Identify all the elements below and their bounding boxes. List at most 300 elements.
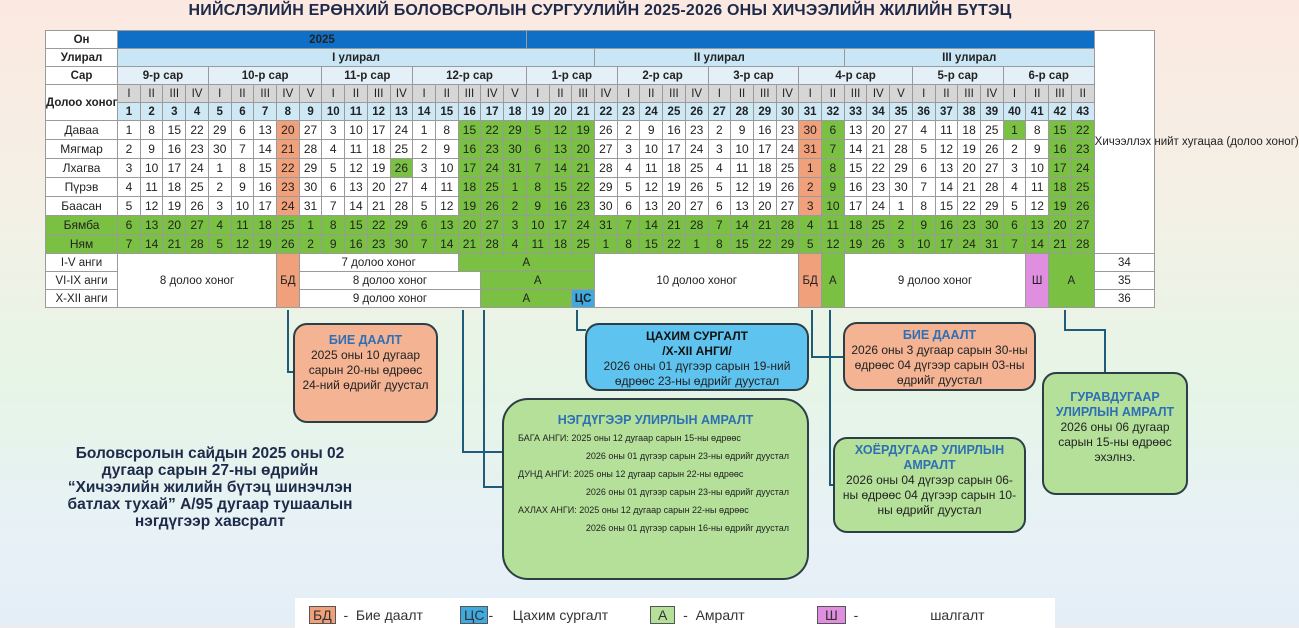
date-cell: 20	[367, 178, 390, 197]
date-cell: 4	[1003, 178, 1026, 197]
date-cell: 9	[140, 140, 163, 159]
callout-spring-break	[833, 437, 1026, 533]
date-cell: 18	[163, 178, 186, 197]
date-cell: 16	[753, 121, 776, 140]
date-cell: 13	[844, 121, 867, 140]
legend-item-self-study: БД - Бие даалт	[309, 607, 423, 623]
date-cell: 9	[435, 140, 458, 159]
date-cell: 12	[640, 178, 663, 197]
date-cell: 9	[640, 121, 663, 140]
date-cell: 17	[844, 197, 867, 216]
week-of-month-cell: I	[617, 85, 640, 103]
week-number-cell: 42	[1049, 103, 1072, 121]
week-of-month-cell: V	[890, 85, 913, 103]
week-of-month-cell: IV	[390, 85, 413, 103]
date-cell: 21	[958, 178, 981, 197]
legend-label: Бие даалт	[355, 607, 423, 623]
date-cell: 25	[276, 216, 299, 235]
date-cell: 1	[299, 216, 322, 235]
winter-primary-from: БАГА АНГИ: 2025 оны 12 дугаар сарын 15-ны өдрөөс	[518, 433, 741, 443]
date-cell: 21	[1049, 235, 1072, 254]
date-cell: 27	[594, 140, 617, 159]
date-cell: 11	[1026, 178, 1049, 197]
date-cell: 11	[731, 159, 754, 178]
week-number-cell: 41	[1026, 103, 1049, 121]
date-cell: 15	[254, 159, 277, 178]
date-cell: 11	[640, 159, 663, 178]
week-number-cell: 15	[435, 103, 458, 121]
week-number-cell: 2	[140, 103, 163, 121]
date-cell: 6	[118, 216, 141, 235]
week-of-month-cell: IV	[685, 85, 708, 103]
date-cell: 27	[481, 216, 504, 235]
break-cell: А	[481, 290, 572, 308]
date-cell: 2	[208, 178, 231, 197]
date-cell: 28	[390, 197, 413, 216]
week-number-cell: 17	[481, 103, 504, 121]
date-cell: 1	[890, 197, 913, 216]
date-cell: 20	[663, 197, 686, 216]
exam-cell: Ш	[1026, 254, 1049, 308]
date-cell: 17	[1049, 159, 1072, 178]
date-cell: 17	[753, 140, 776, 159]
date-cell: 11	[231, 216, 254, 235]
week-of-month-cell: IV	[867, 85, 890, 103]
date-cell: 23	[1071, 140, 1094, 159]
day-label: Лхагва	[46, 159, 118, 178]
date-cell: 26	[186, 197, 209, 216]
date-cell: 21	[753, 216, 776, 235]
date-cell: 1	[118, 121, 141, 140]
week-of-month-cell: IV	[276, 85, 299, 103]
date-cell: 29	[980, 197, 1003, 216]
date-cell: 5	[708, 178, 731, 197]
date-cell: 8	[322, 216, 345, 235]
date-cell: 22	[276, 159, 299, 178]
date-cell: 6	[617, 197, 640, 216]
date-cell: 6	[231, 121, 254, 140]
week-of-month-cell: II	[1026, 85, 1049, 103]
date-cell: 16	[458, 140, 481, 159]
callout-text: 2026 оны 01 дүгээр сарын 19-ний өдрөөс 23-ны өдрийг дуустал	[603, 359, 791, 388]
date-cell: 14	[935, 178, 958, 197]
date-cell: 24	[186, 159, 209, 178]
date-cell: 13	[640, 197, 663, 216]
week-of-month-cell: III	[958, 85, 981, 103]
date-cell: 8	[708, 235, 731, 254]
self-study-cell: БД	[276, 254, 299, 308]
date-cell: 20	[753, 197, 776, 216]
date-cell: 10	[231, 197, 254, 216]
date-cell: 13	[935, 159, 958, 178]
date-cell: 26	[1071, 197, 1094, 216]
date-cell: 15	[1049, 121, 1072, 140]
date-cell: 28	[594, 159, 617, 178]
week-number-cell: 11	[345, 103, 368, 121]
date-cell: 7	[708, 216, 731, 235]
winter-senior-from: АХЛАХ АНГИ: 2025 оны 12 дугаар сарын 22-ны өдрөөс	[518, 505, 749, 515]
date-cell: 11	[822, 216, 845, 235]
date-cell: 20	[572, 140, 595, 159]
week-of-month-cell: I	[118, 85, 141, 103]
date-cell: 5	[118, 197, 141, 216]
weeks-cell: 9 долоо хоног	[299, 290, 481, 308]
day-label: Пүрэв	[46, 178, 118, 197]
date-cell: 4	[504, 235, 527, 254]
row-label-semester: Улирал	[46, 49, 118, 67]
date-cell: 28	[890, 140, 913, 159]
week-number-cell: 12	[367, 103, 390, 121]
date-cell: 12	[140, 197, 163, 216]
date-cell: 24	[276, 197, 299, 216]
date-cell: 21	[367, 197, 390, 216]
week-of-month-cell: II	[345, 85, 368, 103]
legend-label: шалгалт	[930, 607, 985, 623]
callout-title: ХОЁРДУГААР УЛИРЛЫН АМРАЛТ	[854, 443, 1005, 472]
date-cell: 18	[753, 159, 776, 178]
week-of-month-cell: I	[1003, 85, 1026, 103]
week-number-cell: 24	[640, 103, 663, 121]
date-cell: 10	[640, 140, 663, 159]
date-cell: 8	[1026, 121, 1049, 140]
date-cell: 28	[299, 140, 322, 159]
semester2-weeks: 10 долоо хоног	[594, 254, 798, 308]
date-cell: 31	[504, 159, 527, 178]
date-cell: 26	[685, 178, 708, 197]
date-cell: 15	[163, 121, 186, 140]
date-cell: 31	[299, 197, 322, 216]
date-cell: 25	[481, 178, 504, 197]
callout-winter-break	[502, 398, 809, 580]
week-number-cell: 33	[844, 103, 867, 121]
date-cell: 27	[186, 216, 209, 235]
date-cell: 1	[594, 235, 617, 254]
callout-summer-break	[1042, 372, 1188, 495]
date-cell: 25	[980, 121, 1003, 140]
date-cell: 6	[912, 159, 935, 178]
week-of-month-cell: I	[322, 85, 345, 103]
date-cell: 7	[526, 159, 549, 178]
break-cell: А	[822, 254, 845, 308]
callout-title: НЭГДҮГЭЭР УЛИРЛЫН АМРАЛТ	[557, 413, 754, 427]
date-cell: 29	[390, 216, 413, 235]
date-cell: 13	[435, 216, 458, 235]
week-number-cell: 19	[526, 103, 549, 121]
week-number-cell: 27	[708, 103, 731, 121]
date-cell: 24	[958, 235, 981, 254]
semester-cell: II улирал	[594, 49, 844, 67]
date-cell: 17	[163, 159, 186, 178]
date-cell: 18	[254, 216, 277, 235]
date-cell: 10	[822, 197, 845, 216]
week-of-month-cell: III	[663, 85, 686, 103]
date-cell: 9	[1026, 140, 1049, 159]
week-number-cell: 39	[980, 103, 1003, 121]
week-of-month-cell: II	[231, 85, 254, 103]
legend-swatch: Ш	[817, 606, 846, 624]
legend-item-online: ЦС - Цахим сургалт	[460, 607, 608, 623]
week-number-cell: 34	[867, 103, 890, 121]
total-weeks: 36	[1094, 290, 1154, 308]
date-cell: 12	[231, 235, 254, 254]
date-cell: 22	[1071, 121, 1094, 140]
week-number-cell: 4	[186, 103, 209, 121]
week-of-month-cell: I	[526, 85, 549, 103]
callout-title: БИЕ ДААЛТ	[902, 328, 977, 342]
date-cell: 14	[549, 159, 572, 178]
date-cell: 31	[980, 235, 1003, 254]
date-cell: 20	[958, 159, 981, 178]
date-cell: 13	[1026, 216, 1049, 235]
date-cell: 7	[617, 216, 640, 235]
winter-primary-to: 2026 оны 01 дүгээр сарын 23-ны өдрийг дуустал	[585, 451, 789, 461]
month-cell: 3-р сар	[708, 67, 799, 85]
date-cell: 11	[435, 178, 458, 197]
date-cell: 16	[1049, 140, 1072, 159]
date-cell: 24	[572, 216, 595, 235]
date-cell: 15	[549, 178, 572, 197]
date-cell: 7	[118, 235, 141, 254]
date-cell: 11	[526, 235, 549, 254]
date-cell: 14	[640, 216, 663, 235]
date-cell: 8	[526, 178, 549, 197]
date-cell: 9	[526, 197, 549, 216]
date-cell: 26	[481, 197, 504, 216]
date-cell: 1	[799, 159, 822, 178]
week-number-cell: 31	[799, 103, 822, 121]
date-cell: 12	[435, 197, 458, 216]
date-cell: 10	[526, 216, 549, 235]
date-cell: 29	[594, 178, 617, 197]
date-cell: 1	[208, 159, 231, 178]
date-cell: 30	[594, 197, 617, 216]
date-cell: 27	[299, 121, 322, 140]
date-cell: 15	[731, 235, 754, 254]
date-cell: 11	[345, 140, 368, 159]
grade-label: X-XII анги	[46, 290, 118, 308]
legend	[295, 598, 1055, 628]
date-cell: 3	[118, 159, 141, 178]
date-cell: 27	[1071, 216, 1094, 235]
date-cell: 18	[367, 140, 390, 159]
callout-title: ГУРАВДУГААР УЛИРЛЫН АМРАЛТ	[1055, 390, 1175, 419]
callout-text: 2026 оны 06 дугаар сарын 15-ны өдрөөс эхэлнэ.	[1058, 420, 1172, 464]
week-of-month-cell: II	[435, 85, 458, 103]
date-cell: 23	[776, 121, 799, 140]
date-cell: 1	[504, 178, 527, 197]
date-cell: 22	[753, 235, 776, 254]
callout-title: БИЕ ДААЛТ	[328, 333, 403, 347]
callout-text: 2026 оны 04 дүгээр сарын 06-ны өдрөөс 04 дүгээр сарын 10-ны өдрийг дуустал	[842, 473, 1017, 517]
date-cell: 21	[458, 235, 481, 254]
date-cell: 12	[1026, 197, 1049, 216]
date-cell: 15	[458, 121, 481, 140]
date-cell: 13	[254, 121, 277, 140]
date-cell: 26	[867, 235, 890, 254]
date-cell: 22	[186, 121, 209, 140]
date-cell: 4	[912, 121, 935, 140]
date-cell: 26	[776, 178, 799, 197]
date-cell: 2	[799, 178, 822, 197]
date-cell: 16	[663, 121, 686, 140]
date-cell: 9	[231, 178, 254, 197]
week-of-month-cell: I	[799, 85, 822, 103]
date-cell: 26	[594, 121, 617, 140]
date-cell: 20	[1049, 216, 1072, 235]
date-cell: 9	[912, 216, 935, 235]
date-cell: 5	[912, 140, 935, 159]
date-cell: 21	[867, 140, 890, 159]
grade-label: VI-IX анги	[46, 272, 118, 290]
week-number-cell: 7	[254, 103, 277, 121]
date-cell: 3	[890, 235, 913, 254]
date-cell: 6	[822, 121, 845, 140]
date-cell: 14	[844, 140, 867, 159]
date-cell: 4	[118, 178, 141, 197]
date-cell: 28	[776, 216, 799, 235]
date-cell: 27	[890, 121, 913, 140]
connector-cs	[577, 310, 586, 330]
week-number-cell: 28	[731, 103, 754, 121]
legend-swatch: ЦС	[460, 606, 488, 624]
date-cell: 16	[345, 235, 368, 254]
date-cell: 20	[276, 121, 299, 140]
date-cell: 3	[1003, 159, 1026, 178]
total-weeks: 35	[1094, 272, 1154, 290]
date-cell: 6	[1003, 216, 1026, 235]
date-cell: 25	[685, 159, 708, 178]
self-study-cell: БД	[799, 254, 822, 308]
date-cell: 24	[481, 159, 504, 178]
week-of-month-cell: III	[367, 85, 390, 103]
date-cell: 20	[458, 216, 481, 235]
date-cell: 6	[413, 216, 436, 235]
date-cell: 21	[572, 159, 595, 178]
week-of-month-cell: V	[299, 85, 322, 103]
week-of-month-cell: III	[753, 85, 776, 103]
week-of-month-cell: IV	[980, 85, 1003, 103]
date-cell: 18	[663, 159, 686, 178]
date-cell: 2	[1003, 140, 1026, 159]
date-cell: 21	[663, 216, 686, 235]
row-label-year: Он	[46, 31, 118, 49]
date-cell: 17	[367, 121, 390, 140]
break-cell: А	[481, 272, 595, 290]
date-cell: 2	[890, 216, 913, 235]
date-cell: 17	[549, 216, 572, 235]
date-cell: 26	[390, 159, 413, 178]
date-cell: 17	[935, 235, 958, 254]
date-cell: 30	[980, 216, 1003, 235]
decree-note: Боловсролын сайдын 2025 оны 02 дугаар сарын 27-ны өдрийн “Хичээлийн жилийн бүтэц шинэчлэн батлах тухай” А/95 дугаар тушаалын нэгдүгээр хавсралт	[67, 445, 353, 530]
date-cell: 18	[549, 235, 572, 254]
week-of-month-cell: II	[731, 85, 754, 103]
date-cell: 6	[708, 197, 731, 216]
date-cell: 30	[299, 178, 322, 197]
week-of-month-cell: III	[1049, 85, 1072, 103]
date-cell: 15	[844, 159, 867, 178]
date-cell: 26	[980, 140, 1003, 159]
week-number-cell: 23	[617, 103, 640, 121]
day-label: Мягмар	[46, 140, 118, 159]
date-cell: 15	[640, 235, 663, 254]
date-cell: 26	[276, 235, 299, 254]
week-number-cell: 35	[890, 103, 913, 121]
date-cell: 27	[685, 197, 708, 216]
week-of-month-cell: IV	[776, 85, 799, 103]
week-of-month-cell: I	[208, 85, 231, 103]
date-cell: 10	[731, 140, 754, 159]
break-cell: А	[1049, 254, 1095, 308]
date-cell: 10	[912, 235, 935, 254]
date-cell: 23	[367, 235, 390, 254]
date-cell: 10	[435, 159, 458, 178]
day-label: Бямба	[46, 216, 118, 235]
date-cell: 14	[140, 235, 163, 254]
date-cell: 7	[822, 140, 845, 159]
date-cell: 19	[458, 197, 481, 216]
week-number-cell: 38	[958, 103, 981, 121]
month-cell: 12-р сар	[413, 67, 527, 85]
date-cell: 31	[799, 140, 822, 159]
month-cell: 10-р сар	[208, 67, 322, 85]
date-cell: 24	[776, 140, 799, 159]
semester3-weeks: 9 долоо хоног	[844, 254, 1026, 308]
date-cell: 5	[322, 159, 345, 178]
month-cell: 1-р сар	[526, 67, 617, 85]
date-cell: 19	[1049, 197, 1072, 216]
row-label-week: Долоо хоног	[46, 85, 118, 121]
break-cell: А	[458, 254, 594, 272]
date-cell: 7	[322, 197, 345, 216]
week-number-cell: 13	[390, 103, 413, 121]
date-cell: 25	[1071, 178, 1094, 197]
date-cell: 22	[867, 159, 890, 178]
date-cell: 3	[504, 216, 527, 235]
date-cell: 28	[1071, 235, 1094, 254]
page-title: НИЙСЛЭЛИЙН ЕРӨНХИЙ БОЛОВСРОЛЫН СУРГУУЛИЙН 2025-2026 ОНЫ ХИЧЭЭЛИЙН ЖИЛИЙН БҮТЭЦ	[188, 2, 1012, 19]
date-cell: 19	[753, 178, 776, 197]
date-cell: 25	[776, 159, 799, 178]
date-cell: 23	[867, 178, 890, 197]
month-cell: 5-р сар	[912, 67, 1003, 85]
date-cell: 30	[890, 178, 913, 197]
date-cell: 5	[526, 121, 549, 140]
week-of-month-cell: II	[935, 85, 958, 103]
date-cell: 10	[1026, 159, 1049, 178]
date-cell: 16	[935, 216, 958, 235]
date-cell: 19	[163, 197, 186, 216]
date-cell: 19	[367, 159, 390, 178]
week-number-cell: 5	[208, 103, 231, 121]
week-of-month-cell: I	[708, 85, 731, 103]
connector-summer	[1065, 310, 1105, 372]
week-of-month-cell: II	[549, 85, 572, 103]
week-number-cell: 32	[822, 103, 845, 121]
date-cell: 4	[413, 178, 436, 197]
week-number-cell: 18	[504, 103, 527, 121]
date-cell: 8	[231, 159, 254, 178]
date-cell: 10	[140, 159, 163, 178]
callout-title: ЦАХИМ СУРГАЛТ	[646, 329, 748, 343]
date-cell: 7	[1003, 235, 1026, 254]
week-of-month-cell: IV	[594, 85, 617, 103]
day-label: Ням	[46, 235, 118, 254]
date-cell: 3	[208, 197, 231, 216]
date-cell: 30	[390, 235, 413, 254]
date-cell: 3	[617, 140, 640, 159]
week-number-cell: 20	[549, 103, 572, 121]
